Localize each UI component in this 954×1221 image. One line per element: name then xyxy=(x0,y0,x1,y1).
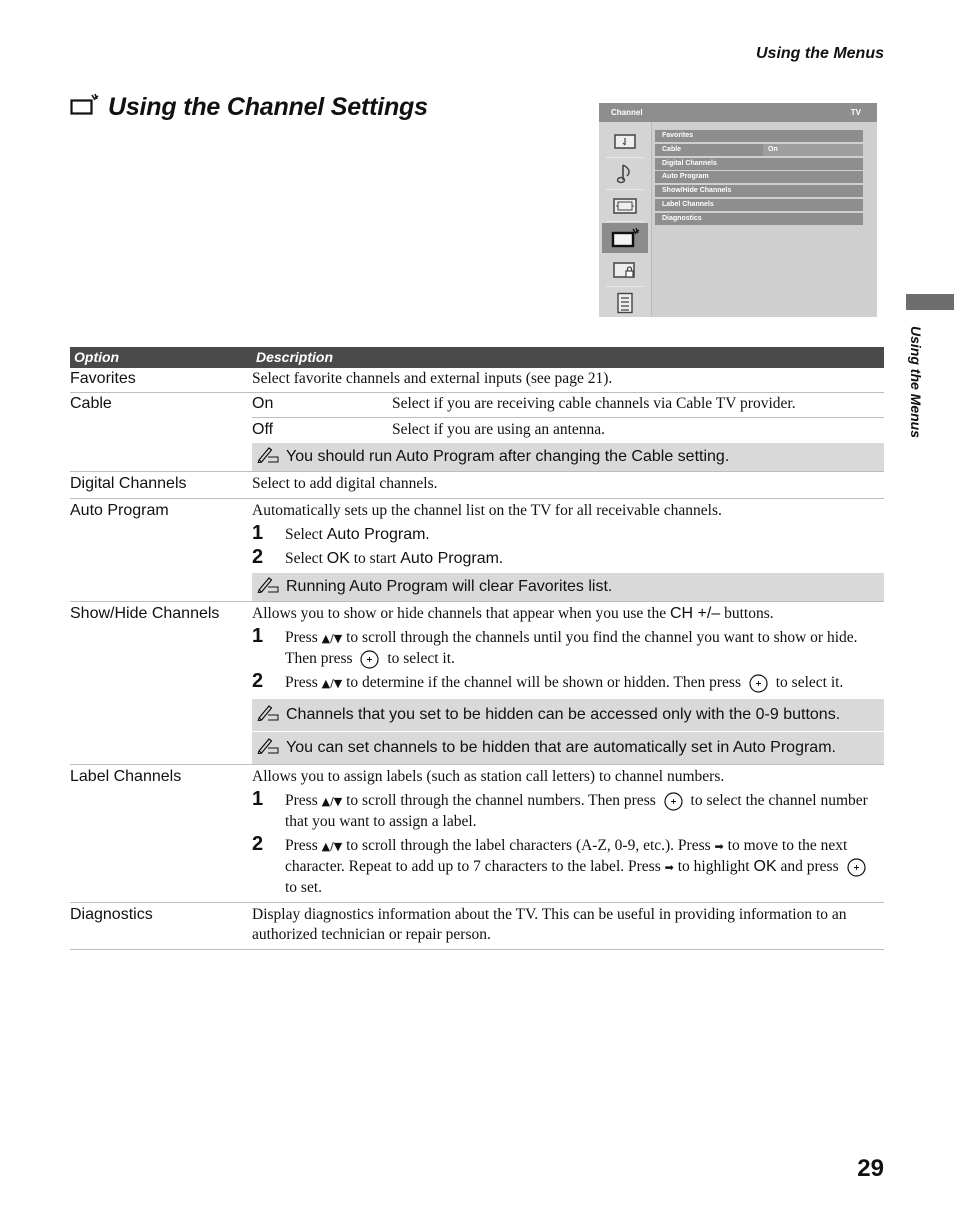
label-step-2: 2 Press ▲/▼ to scroll through the label characters (A-Z, 0-9, etc.). Press ➡ to move to the next character. Repeat to add up to 7 characters to the label. Press ➡ to highlight OK and press to set. xyxy=(252,836,884,898)
option-diagnostics: Diagnostics xyxy=(70,906,153,923)
cable-on-key: On xyxy=(252,395,274,412)
table-row-cable xyxy=(70,393,884,472)
note-pencil-icon xyxy=(256,736,280,760)
desc-digital-channels: Select to add digital channels. xyxy=(252,475,438,492)
note-cable-text: You should run Auto Program after changing the Cable setting. xyxy=(286,448,730,465)
table-row-favorites xyxy=(70,368,884,393)
side-section-tab xyxy=(906,294,954,310)
setup-icon xyxy=(602,288,648,318)
cable-on-desc: Select if you are receiving cable channels via Cable TV provider. xyxy=(392,395,796,412)
table-row-digital-channels xyxy=(70,472,884,499)
page-title xyxy=(70,93,428,122)
label-step-1: 1 Press ▲/▼ to scroll through the channel numbers. Then press to select the channel number that you want to assign a label. xyxy=(252,788,868,830)
picture-icon xyxy=(602,127,648,157)
note-show-hide-1-text: Channels that you set to be hidden can be accessed only with the 0-9 buttons. xyxy=(286,706,841,723)
right-arrow-icon: ➡ xyxy=(664,861,674,874)
header-option: Option xyxy=(74,349,120,365)
header-description: Description xyxy=(256,349,334,365)
up-down-arrows-icon: ▲/▼ xyxy=(321,632,343,645)
tv-menu-header xyxy=(599,103,877,122)
tv-menu-item xyxy=(655,158,863,170)
tv-menu-item-label: Auto Program xyxy=(662,173,709,181)
cable-off-desc: Select if you are using an antenna. xyxy=(392,421,606,438)
select-button-icon xyxy=(664,792,683,811)
auto-program-step-1: 1 Select Auto Program. xyxy=(252,522,430,544)
show-hide-step-1: 1 Press ▲/▼ to scroll through the channels until you find the channel you want to show or hide. Then press to select it. xyxy=(252,625,858,667)
page-number: 29 xyxy=(857,1155,884,1182)
desc-label-channels: Allows you to assign labels (such as station call letters) to channel numbers. xyxy=(252,768,725,785)
table-header xyxy=(70,347,884,368)
desc-diagnostics: Display diagnostics information about the TV. This can be useful in providing information to an authorized technician or repair person. xyxy=(252,906,847,943)
parental-lock-icon xyxy=(602,256,648,286)
option-cable: Cable xyxy=(70,395,112,412)
side-section-label: Using the Menus xyxy=(908,326,924,439)
cable-off-key: Off xyxy=(252,421,274,438)
channel-icon xyxy=(602,223,648,253)
table-row-auto-program xyxy=(70,499,884,602)
tv-channel-menu-screenshot xyxy=(599,103,877,317)
desc-auto-program: Automatically sets up the channel list on the TV for all receivable channels. xyxy=(252,502,722,519)
up-down-arrows-icon: ▲/▼ xyxy=(321,840,343,853)
option-label-channels: Label Channels xyxy=(70,768,182,785)
screen-icon xyxy=(602,191,648,221)
tv-menu-title: Channel xyxy=(611,108,643,117)
note-pencil-icon xyxy=(256,445,280,469)
tv-menu-item-label: Show/Hide Channels xyxy=(662,187,732,195)
running-header: Using the Menus xyxy=(755,45,884,62)
desc-show-hide: Allows you to show or hide channels that appear when you use the CH +/– buttons. xyxy=(252,605,774,622)
table-row-label-channels xyxy=(70,765,884,903)
note-auto-program-text: Running Auto Program will clear Favorites list. xyxy=(286,578,613,595)
sound-icon xyxy=(602,159,648,189)
auto-program-step-2: 2 Select OK to start Auto Program. xyxy=(252,546,503,568)
option-show-hide-channels: Show/Hide Channels xyxy=(70,605,220,622)
right-arrow-icon: ➡ xyxy=(714,840,724,853)
note-show-hide-2-text: You can set channels to be hidden that are automatically set in Auto Program. xyxy=(286,739,836,756)
tv-menu-item xyxy=(655,213,863,225)
select-button-icon xyxy=(360,650,379,669)
tv-menu-item-value: On xyxy=(763,144,863,156)
show-hide-step-2: 2 Press ▲/▼ to determine if the channel will be shown or hidden. Then press to select it. xyxy=(252,670,844,692)
tv-menu-icon-column xyxy=(599,122,652,317)
table-row-diagnostics xyxy=(70,903,884,950)
tv-menu-item-label: Digital Channels xyxy=(662,159,717,167)
option-auto-program: Auto Program xyxy=(70,502,169,519)
note-auto-program xyxy=(252,572,884,601)
tv-menu-item xyxy=(655,185,863,197)
tv-menu-item xyxy=(655,171,863,183)
tv-menu-source: TV xyxy=(850,108,861,117)
tv-menu-item-label: Diagnostics xyxy=(662,214,702,222)
channel-options-table xyxy=(70,347,884,950)
note-cable xyxy=(252,442,884,471)
up-down-arrows-icon: ▲/▼ xyxy=(321,677,343,690)
select-button-icon xyxy=(749,674,768,693)
desc-favorites: Select favorite channels and external inputs (see page 21). xyxy=(252,370,613,387)
tv-menu-item xyxy=(655,199,863,211)
select-button-icon xyxy=(847,858,866,877)
note-pencil-icon xyxy=(256,703,280,727)
note-pencil-icon xyxy=(256,575,280,599)
tv-menu-item xyxy=(655,130,863,142)
tv-menu-item-label: Cable xyxy=(662,145,682,153)
note-show-hide-2 xyxy=(252,731,884,764)
option-digital-channels: Digital Channels xyxy=(70,475,187,492)
channel-icon xyxy=(70,93,100,122)
option-favorites: Favorites xyxy=(70,370,136,387)
page-title-text: Using the Channel Settings xyxy=(108,93,428,121)
up-down-arrows-icon: ▲/▼ xyxy=(321,795,343,808)
tv-menu-item-label: Favorites xyxy=(662,132,694,139)
table-row-show-hide-channels xyxy=(70,602,884,765)
tv-menu-item-label: Label Channels xyxy=(662,201,714,208)
note-show-hide-1 xyxy=(252,698,884,731)
tv-menu-item xyxy=(655,144,863,156)
